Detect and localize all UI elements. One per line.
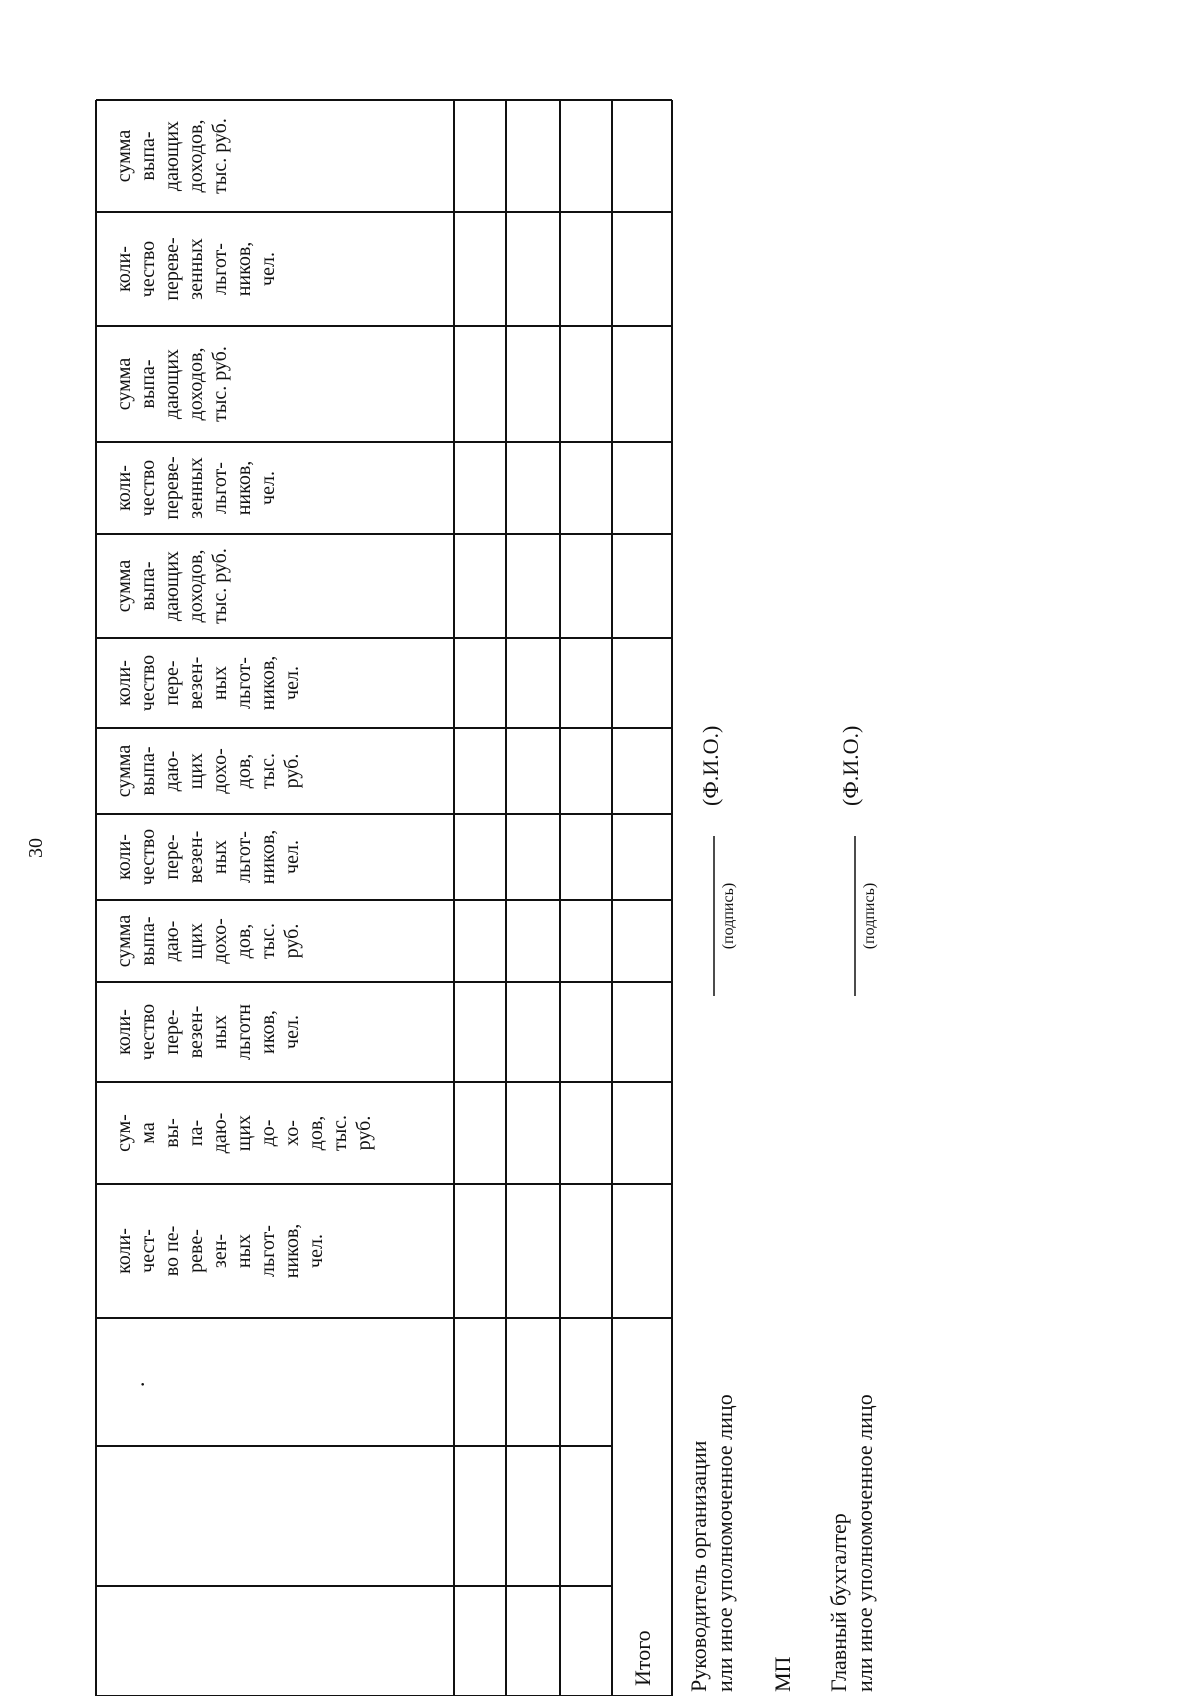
- header-cell: сумма выпа- даю- щих дохо- дов, тыс. руб.: [113, 914, 303, 968]
- header-cell: сумма выпа- даю- щих дохо- дов, тыс. руб.: [113, 744, 303, 798]
- header-cell: коли- чество пере- везен- ных льготн иков, чел.: [113, 1003, 303, 1061]
- header-cell: коли- чество пере- везен- ных льгот- ников, чел.: [113, 654, 303, 712]
- total-row-label: Итого: [630, 1630, 655, 1686]
- header-cell: коли- чество переве- зенных льгот- ников, чел.: [113, 456, 279, 520]
- head-name-caption: (Ф.И.О.): [698, 725, 723, 806]
- head-title-line1: Руководитель организации: [686, 1440, 711, 1692]
- header-cell: коли- чество пере- везен- ных льгот- ников, чел.: [113, 828, 303, 886]
- accountant-title-line1: Главный бухгалтер: [826, 1513, 851, 1692]
- header-cell: коли- чест- во пе- реве- зен- ных льгот- ников, чел.: [113, 1223, 327, 1279]
- accountant-name-caption: (Ф.И.О.): [838, 725, 863, 806]
- accountant-signature-caption: (подпись): [861, 882, 878, 950]
- stamp-placeholder: МП: [770, 1656, 795, 1692]
- head-title-line2: или иное уполномоченное лицо: [712, 1394, 737, 1692]
- stray-mark: ·: [130, 1380, 155, 1388]
- header-cell: коли- чество переве- зенных льгот- ников, чел.: [113, 237, 279, 301]
- head-signature-caption: (подпись): [720, 882, 737, 950]
- accountant-title-line2: или иное уполномоченное лицо: [852, 1394, 877, 1692]
- header-cell: сумма выпа- дающих доходов, тыс. руб.: [113, 548, 231, 624]
- header-cell: сумма выпа- дающих доходов, тыс. руб.: [113, 118, 231, 194]
- header-cell: сумма выпа- дающих доходов, тыс. руб.: [113, 346, 231, 422]
- header-cell: сум- ма вы- па- даю- щих до- хо- дов, тыс. руб.: [113, 1112, 375, 1154]
- page-number: 30: [25, 838, 47, 858]
